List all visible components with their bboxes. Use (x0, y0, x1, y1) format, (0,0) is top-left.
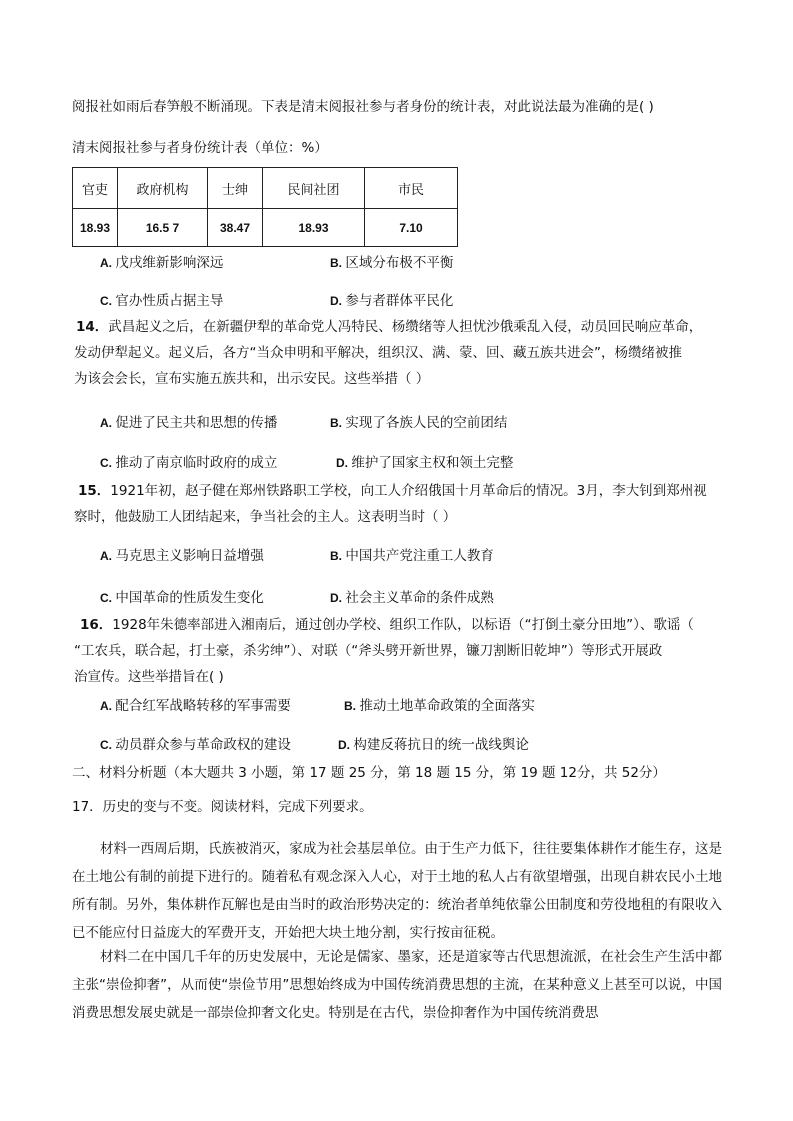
q14-line-1: 14．武昌起义之后，在新疆伊犁的革命党人冯特民、杨缵绪等人担忧沙俄乘乱入侵，动员回民响应革命， (76, 319, 703, 335)
table-value-cell: 7.10 (365, 209, 458, 247)
table-value-cell: 18.93 (263, 209, 365, 247)
table-value-row (73, 209, 458, 247)
q16-option-c: C. 动员群众参与革命政权的建设 (100, 737, 291, 753)
q16-line-1: 16．1928年朱德率部进入湘南后，通过创办学校、组织工作队，以标语（“打倒土豪分田地”）、歌谣（ (80, 617, 694, 633)
table-value-cell: 16.5 7 (118, 209, 208, 247)
q17-material-1: 材料一西周后期，氏族被消灭，家成为社会基层单位。由于生产力低下，往往要集体耕作才能生存，这是在土地公有制的前提下进行的。随着私有观念深入人心，对于土地的私人占有欲望增强，出现自耕农民小土地所有制。另外，集体耕作瓦解也是由当时的政治形势决定的：统治者单纯依靠公田制度和劳役地租的有限收入已不能应付日益庞大的军费开支，开始把大块土地分割，实行按亩征税。 (72, 841, 722, 941)
q14-option-b: B. 实现了各族人民的空前团结 (330, 415, 508, 431)
q16-line-3: 治宣传。这些举措旨在( ) (74, 669, 224, 685)
table-header-cell: 市民 (365, 168, 458, 209)
q13-option-a: A. 戊戌维新影响深远 (100, 255, 224, 271)
table-header-row (73, 168, 458, 209)
table-header-cell: 士绅 (208, 168, 263, 209)
q13-option-d: D. 参与者群体平民化 (330, 293, 454, 309)
q16-line-2: “工农兵，联合起，打土豪，杀劣绅”）、对联（“斧头劈开新世界，镰刀割断旧乾坤”）等形式开展政 (74, 643, 663, 659)
q15-line-1: 15．1921年初，赵子健在郑州铁路职工学校，向工人介绍俄国十月革命后的情况。3月，李大钊到郑州视 (78, 483, 707, 499)
q14-line-2: 发动伊犁起义。起义后，各方“当众申明和平解决，组织汉、满、蒙、回、藏五族共进会”，杨缵绪被推 (74, 345, 682, 361)
q16-option-b: B. 推动土地革命政策的全面落实 (344, 698, 535, 714)
q13-option-c: C. 官办性质占据主导 (100, 293, 224, 309)
q17-stem: 17．历史的变与不变。阅读材料，完成下列要求。 (72, 799, 373, 815)
q17-material-2: 材料二在中国几千年的历史发展中，无论是儒家、墨家，还是道家等古代思想流派，在社会生产生活中都主张“崇俭抑奢”，从而使“崇俭节用”思想始终成为中国传统消费思想的主流，在某种意义上甚至可以说，中国消费思想发展史就是一部崇俭抑奢文化史。特别是在古代，崇俭抑奢作为中国传统消费思 (72, 949, 722, 1021)
q13-stem: 阅报社如雨后春笋般不断涌现。下表是清末阅报社参与者身份的统计表，对此说法最为准确的是( ) (72, 99, 654, 115)
q14-option-a: A. 促进了民主共和思想的传播 (100, 415, 278, 431)
q15-option-a: A. 马克思主义影响日益增强 (100, 548, 264, 564)
table-value-cell: 38.47 (208, 209, 263, 247)
table-header-cell: 民间社团 (263, 168, 365, 209)
section-2-title: 二、材料分析题（本大题共 3 小题，第 17 题 25 分，第 18 题 15 分，第 19 题 12分，共 52分） (72, 765, 666, 781)
table-value-cell: 18.93 (73, 209, 118, 247)
q14-option-c: C. 推动了南京临时政府的成立 (100, 455, 278, 471)
q14-line-3: 为该会会长，宣布实施五族共和，出示安民。这些举措（ ） (74, 371, 430, 387)
statistics-table (72, 167, 458, 247)
q15-option-c: C. 中国革命的性质发生变化 (100, 590, 264, 606)
q14-option-d: D. 维护了国家主权和领土完整 (336, 455, 514, 471)
table-caption: 清末阅报社参与者身份统计表（单位：%） (72, 140, 328, 156)
q15-option-b: B. 中国共产党注重工人教育 (330, 548, 494, 564)
q15-line-2: 察时，他鼓励工人团结起来，争当社会的主人。这表明当时（ ） (74, 509, 457, 525)
table-header-cell: 官吏 (73, 168, 118, 209)
table-header-cell: 政府机构 (118, 168, 208, 209)
q13-option-b: B. 区域分布极不平衡 (330, 255, 454, 271)
q15-option-d: D. 社会主义革命的条件成熟 (330, 590, 494, 606)
q16-option-a: A. 配合红军战略转移的军事需要 (100, 698, 291, 714)
q16-option-d: D. 构建反蒋抗日的统一战线舆论 (338, 737, 529, 753)
